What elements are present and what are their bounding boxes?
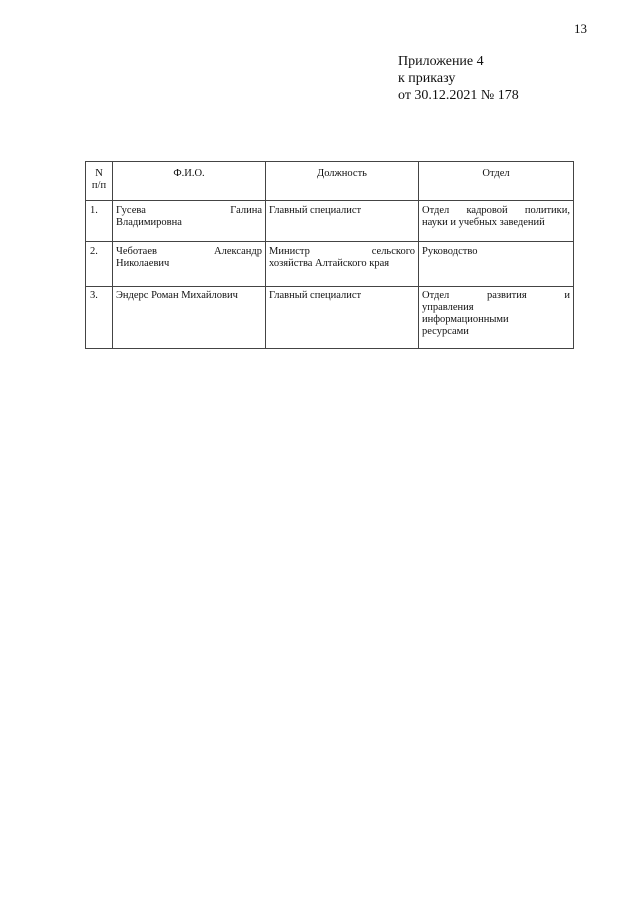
annex-order-date: от 30.12.2021 № 178	[398, 88, 519, 103]
row-position-line: хозяйства Алтайского края	[269, 258, 390, 269]
annex-title: Приложение 4	[398, 54, 484, 69]
row-position	[266, 287, 419, 349]
row-position-line: Главный специалист	[269, 205, 362, 216]
row-name	[113, 287, 266, 349]
annex-header	[398, 53, 519, 104]
row-name-line: Владимировна	[116, 217, 182, 228]
row-position	[266, 201, 419, 242]
page-number: 13	[574, 21, 587, 36]
column-header-number-line1: N	[95, 168, 103, 179]
column-header-department: Отдел	[419, 162, 574, 201]
column-header-position: Должность	[266, 162, 419, 201]
row-position-line: Главный специалист	[269, 290, 362, 301]
row-number: 1.	[86, 201, 113, 242]
row-department-line: Отдел кадровой политики,	[422, 205, 570, 216]
row-position	[266, 242, 419, 287]
row-number: 2.	[86, 242, 113, 287]
column-header-number	[86, 162, 113, 201]
table-header-row	[86, 162, 574, 201]
row-department-line: управления	[422, 302, 474, 313]
row-name	[113, 242, 266, 287]
row-department-line: науки и учебных заведений	[422, 217, 545, 228]
table-row	[86, 201, 574, 242]
row-department	[419, 287, 574, 349]
row-name-line: Эндерс Роман Михайлович	[116, 290, 238, 301]
row-position-line: Министр сельского	[269, 246, 415, 257]
staff-table	[85, 161, 574, 349]
row-department	[419, 242, 574, 287]
row-name	[113, 201, 266, 242]
row-department-line: Руководство	[422, 246, 478, 257]
column-header-number-line2: п/п	[91, 180, 107, 191]
annex-order-ref: к приказу	[398, 71, 456, 86]
row-name-line: Николаевич	[116, 258, 170, 269]
row-department-line: информационными	[422, 314, 509, 325]
row-name-line: Гусева Галина	[116, 205, 262, 216]
row-department-line: Отдел развития и	[422, 290, 570, 301]
row-department	[419, 201, 574, 242]
column-header-name: Ф.И.О.	[113, 162, 266, 201]
row-number: 3.	[86, 287, 113, 349]
table-row	[86, 287, 574, 349]
row-department-line: ресурсами	[422, 326, 469, 337]
table-row	[86, 242, 574, 287]
row-name-line: Чеботаев Александр	[116, 246, 262, 257]
